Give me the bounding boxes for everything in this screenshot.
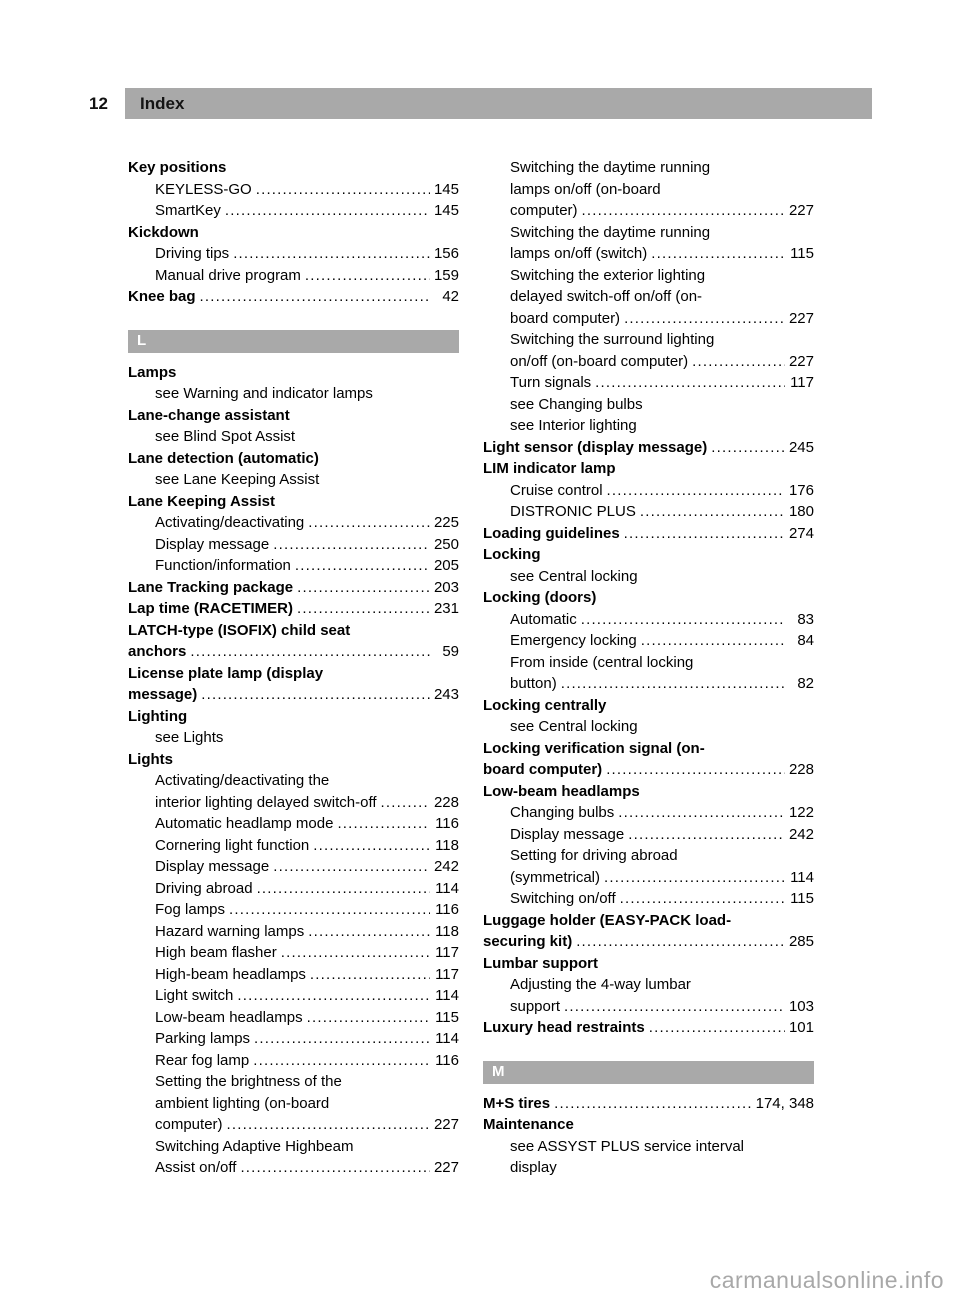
index-entry-line xyxy=(128,179,459,201)
index-term: High-beam headlamps xyxy=(155,965,306,983)
page-ref: 42 xyxy=(442,288,459,305)
index-term: Lights xyxy=(128,750,173,768)
index-entry-line xyxy=(483,544,814,566)
dot-leader xyxy=(381,792,430,814)
index-term: Lamps xyxy=(128,363,177,381)
index-term: lamps on/off (switch) xyxy=(510,245,648,262)
index-entry-line xyxy=(128,469,459,491)
index-term: see Central locking xyxy=(510,718,638,735)
index-entry-line xyxy=(128,749,459,771)
page-ref: 84 xyxy=(797,632,814,649)
index-entry-line xyxy=(483,1157,814,1179)
dot-leader xyxy=(554,1093,752,1115)
index-term: Lighting xyxy=(128,707,188,725)
index-entry-line xyxy=(483,910,814,932)
index-term: LIM indicator lamp xyxy=(483,460,616,477)
index-term: Activating/deactivating xyxy=(155,514,305,531)
index-term: Cruise control xyxy=(510,481,603,499)
dot-leader xyxy=(310,964,430,986)
dot-leader xyxy=(564,996,785,1018)
page-ref: 227 xyxy=(433,1159,459,1176)
page-ref: 245 xyxy=(788,438,814,456)
dot-leader xyxy=(651,243,785,265)
index-term: interior lighting delayed switch-off xyxy=(155,793,377,811)
page-ref: 116 xyxy=(435,815,459,832)
index-entry-line xyxy=(483,587,814,609)
index-term: support xyxy=(510,997,561,1015)
page-ref: 115 xyxy=(435,1008,459,1026)
index-term: Display message xyxy=(155,535,270,553)
index-entry-line xyxy=(128,512,459,534)
index-term: (symmetrical) xyxy=(510,868,600,886)
index-term: see Lane Keeping Assist xyxy=(155,471,320,488)
index-entry-line xyxy=(128,899,459,921)
index-entry-line xyxy=(128,286,459,308)
dot-leader xyxy=(273,534,430,556)
dot-leader xyxy=(237,985,430,1007)
dot-leader xyxy=(281,942,430,964)
index-term: button) xyxy=(510,675,557,692)
page-ref: 114 xyxy=(435,987,459,1004)
page-ref: 59 xyxy=(442,643,459,660)
page-ref: 101 xyxy=(788,1019,814,1036)
page-ref: 114 xyxy=(435,879,459,897)
index-entry-line xyxy=(483,458,814,480)
index-term: Adjusting the 4-way lumbar xyxy=(510,976,691,993)
index-entry-line xyxy=(128,265,459,287)
page-ref: 118 xyxy=(435,836,459,854)
index-term: see Interior lighting xyxy=(510,417,637,434)
index-term: Hazard warning lamps xyxy=(155,922,305,940)
dot-leader xyxy=(297,577,430,599)
index-entry-line xyxy=(483,695,814,717)
index-entry-line xyxy=(483,759,814,781)
index-term: Switching the daytime running xyxy=(510,223,711,241)
dot-leader xyxy=(308,921,430,943)
index-term: Turn signals xyxy=(510,374,592,391)
page-ref: 156 xyxy=(433,245,459,262)
index-entry-line xyxy=(128,942,459,964)
index-term: see ASSYST PLUS service interval xyxy=(510,1137,744,1155)
index-entry-line xyxy=(483,351,814,373)
index-term: Kickdown xyxy=(128,223,199,241)
index-entry-line xyxy=(483,243,814,265)
index-term: Automatic headlamp mode xyxy=(155,815,334,832)
dot-leader xyxy=(624,523,785,545)
index-term: lamps on/off (on-board xyxy=(510,180,661,198)
index-entry-line xyxy=(483,652,814,674)
index-entry-line xyxy=(128,222,459,244)
index-term: Loading guidelines xyxy=(483,524,620,542)
dot-leader xyxy=(253,1050,430,1072)
index-term: Switching on/off xyxy=(510,890,616,907)
dot-leader xyxy=(582,200,785,222)
index-entry-line xyxy=(483,372,814,394)
index-term: Display message xyxy=(155,858,270,875)
dot-leader xyxy=(225,200,430,222)
index-entry-line xyxy=(483,157,814,179)
index-entry-line xyxy=(483,630,814,652)
index-entry-line xyxy=(483,1136,814,1158)
index-entry-line xyxy=(128,835,459,857)
dot-leader xyxy=(561,673,785,695)
page-ref: 114 xyxy=(790,868,814,886)
index-term: Lap time (RACETIMER) xyxy=(128,600,293,617)
index-entry-line xyxy=(128,534,459,556)
index-entry-line xyxy=(128,555,459,577)
index-term: see Blind Spot Assist xyxy=(155,428,296,445)
index-term: computer) xyxy=(510,202,578,219)
index-entry-line xyxy=(483,480,814,502)
letter-section-header xyxy=(483,1061,814,1084)
index-entry-line xyxy=(128,727,459,749)
index-entry-line xyxy=(128,770,459,792)
page-ref: 118 xyxy=(435,922,459,940)
dot-leader xyxy=(297,598,430,620)
page-ref: 227 xyxy=(788,309,814,327)
index-term: Lumbar support xyxy=(483,954,598,972)
index-term: Locking verification signal (on- xyxy=(483,739,705,757)
index-term: Driving abroad xyxy=(155,879,253,897)
index-term: anchors xyxy=(128,643,187,660)
index-entry-line xyxy=(128,1114,459,1136)
index-term: Low-beam headlamps xyxy=(155,1008,303,1026)
index-entry-line xyxy=(483,1114,814,1136)
index-term: securing kit) xyxy=(483,933,573,950)
index-entry-line xyxy=(483,738,814,760)
index-term: Light sensor (display message) xyxy=(483,438,708,456)
index-entry-line xyxy=(483,824,814,846)
index-entry-line xyxy=(483,974,814,996)
dot-leader xyxy=(254,1028,430,1050)
index-term: Maintenance xyxy=(483,1116,574,1133)
index-entry-line xyxy=(128,157,459,179)
page-ref: 122 xyxy=(788,804,814,821)
page-ref: 205 xyxy=(433,557,459,574)
index-term: Locking centrally xyxy=(483,696,607,714)
dot-leader xyxy=(711,437,785,459)
page-ref: 227 xyxy=(788,352,814,370)
dot-leader xyxy=(240,1157,430,1179)
dot-leader xyxy=(641,630,785,652)
index-term: M+S tires xyxy=(483,1094,551,1112)
index-term: delayed switch-off on/off (on- xyxy=(510,288,703,305)
index-term: Driving tips xyxy=(155,245,230,262)
index-term: ambient lighting (on-board xyxy=(155,1094,330,1112)
index-term: message) xyxy=(128,686,198,703)
index-term: display xyxy=(510,1159,557,1176)
dot-leader xyxy=(233,243,430,265)
index-entry-line xyxy=(483,200,814,222)
dot-leader xyxy=(576,931,785,953)
index-term: board computer) xyxy=(483,761,603,778)
index-term: Cornering light function xyxy=(155,836,310,854)
index-term: Changing bulbs xyxy=(510,804,615,821)
dot-leader xyxy=(313,835,430,857)
page-ref: 114 xyxy=(435,1030,459,1047)
page-ref: 180 xyxy=(788,503,814,520)
dot-leader xyxy=(618,802,785,824)
index-entry-line xyxy=(128,1071,459,1093)
page-ref: 242 xyxy=(433,858,459,875)
page-ref: 82 xyxy=(797,675,814,692)
index-entry-line xyxy=(483,996,814,1018)
index-entry-line xyxy=(483,953,814,975)
index-term: Activating/deactivating the xyxy=(155,772,330,789)
index-entry-line xyxy=(128,1136,459,1158)
index-entry-line xyxy=(483,845,814,867)
index-term: High beam flasher xyxy=(155,944,277,961)
index-term: Locking xyxy=(483,546,541,563)
index-term: Function/information xyxy=(155,557,291,574)
index-term: License plate lamp (display xyxy=(128,664,324,682)
page-ref: 225 xyxy=(433,514,459,531)
index-entry-line xyxy=(483,716,814,738)
dot-leader xyxy=(200,286,430,308)
index-entry-line xyxy=(483,437,814,459)
index-term: Switching the daytime running xyxy=(510,159,711,176)
page-ref: 174, 348 xyxy=(755,1094,814,1112)
letter-section-header xyxy=(128,330,459,353)
index-term: Switching the exterior lighting xyxy=(510,266,706,284)
dot-leader xyxy=(308,512,430,534)
dot-leader xyxy=(229,899,430,921)
page-ref: 231 xyxy=(433,600,459,617)
page-ref: 250 xyxy=(433,535,459,553)
index-entry-line xyxy=(128,856,459,878)
page-ref: 115 xyxy=(790,890,814,907)
index-entry-line xyxy=(483,286,814,308)
page-ref: 103 xyxy=(788,997,814,1015)
page-ref: 116 xyxy=(435,901,459,918)
index-entry-line xyxy=(128,620,459,642)
dot-leader xyxy=(257,878,430,900)
dot-leader xyxy=(624,308,785,330)
page-ref: 228 xyxy=(433,793,459,811)
index-entry-line xyxy=(483,566,814,588)
index-entry-line xyxy=(483,781,814,803)
page-ref: 117 xyxy=(790,374,814,391)
index-term: KEYLESS-GO xyxy=(155,180,252,198)
index-entry-line xyxy=(128,383,459,405)
dot-leader xyxy=(604,867,785,889)
dot-leader xyxy=(201,684,430,706)
page-ref: 242 xyxy=(788,825,814,843)
dot-leader xyxy=(606,759,785,781)
index-entry-line xyxy=(128,706,459,728)
index-term: Lane Keeping Assist xyxy=(128,492,275,510)
index-term: Automatic xyxy=(510,610,577,628)
index-term: see Changing bulbs xyxy=(510,395,643,413)
index-entry-line xyxy=(128,426,459,448)
page-ref: 117 xyxy=(435,944,459,961)
index-entry-line xyxy=(128,921,459,943)
index-entry-line xyxy=(483,673,814,695)
index-term: Switching the surround lighting xyxy=(510,331,715,348)
page-ref: 228 xyxy=(788,761,814,778)
dot-leader xyxy=(256,179,430,201)
dot-leader xyxy=(295,555,430,577)
dot-leader xyxy=(581,609,785,631)
index-term: From inside (central locking xyxy=(510,653,694,671)
index-entry-line xyxy=(483,888,814,910)
letter-section-label: M xyxy=(492,1063,505,1081)
index-term: computer) xyxy=(155,1116,223,1133)
index-entry-line xyxy=(483,308,814,330)
index-entry-line xyxy=(483,1017,814,1039)
dot-leader xyxy=(337,813,430,835)
dot-leader xyxy=(227,1114,430,1136)
index-term: see Warning and indicator lamps xyxy=(155,385,373,402)
page-ref: 145 xyxy=(433,180,459,198)
index-entry-line xyxy=(483,867,814,889)
index-entry-line xyxy=(483,222,814,244)
index-term: Display message xyxy=(510,825,625,843)
index-entry-line xyxy=(483,179,814,201)
index-term: Setting the brightness of the xyxy=(155,1073,342,1090)
index-entry-line xyxy=(128,362,459,384)
page-ref: 117 xyxy=(435,965,459,983)
index-entry-line xyxy=(128,641,459,663)
dot-leader xyxy=(273,856,430,878)
index-term: Lane detection (automatic) xyxy=(128,449,319,467)
index-entry-line xyxy=(128,1050,459,1072)
index-term: Locking (doors) xyxy=(483,589,597,606)
index-term: Luggage holder (EASY-PACK load- xyxy=(483,911,732,929)
dot-leader xyxy=(190,641,430,663)
index-column-right xyxy=(483,157,814,1179)
index-entry-line xyxy=(128,1157,459,1179)
page-ref: 227 xyxy=(788,202,814,219)
page-ref: 285 xyxy=(788,933,814,950)
dot-leader xyxy=(628,824,785,846)
dot-leader xyxy=(307,1007,430,1029)
page-ref: 159 xyxy=(433,266,459,284)
index-term: Lane-change assistant xyxy=(128,406,290,424)
dot-leader xyxy=(649,1017,785,1039)
index-term: Parking lamps xyxy=(155,1030,251,1047)
index-term: Lane Tracking package xyxy=(128,578,294,596)
index-entry-line xyxy=(128,491,459,513)
index-entry-line xyxy=(483,1093,814,1115)
index-term: Assist on/off xyxy=(155,1159,237,1176)
index-entry-line xyxy=(483,609,814,631)
page-ref: 274 xyxy=(788,524,814,542)
watermark: carmanualsonline.info xyxy=(709,1267,944,1293)
index-column-left xyxy=(128,157,459,1179)
index-term: Manual drive program xyxy=(155,266,301,284)
index-term: Low-beam headlamps xyxy=(483,782,640,800)
index-entry-line xyxy=(128,577,459,599)
page-ref: 176 xyxy=(788,481,814,499)
index-entry-line xyxy=(128,985,459,1007)
page-ref: 227 xyxy=(433,1116,459,1133)
index-term: board computer) xyxy=(510,309,621,327)
index-entry-line xyxy=(128,448,459,470)
index-term: see Lights xyxy=(155,729,224,746)
index-entry-line xyxy=(128,200,459,222)
index-entry-line xyxy=(128,1028,459,1050)
index-term: Knee bag xyxy=(128,288,196,305)
index-term: SmartKey xyxy=(155,202,221,219)
header-bar xyxy=(125,88,872,119)
page-ref: 116 xyxy=(435,1051,459,1069)
index-entry-line xyxy=(128,405,459,427)
index-entry-line xyxy=(128,663,459,685)
index-entry-line xyxy=(483,931,814,953)
page-ref: 115 xyxy=(790,245,814,262)
index-entry-line xyxy=(483,394,814,416)
index-entry-line xyxy=(483,501,814,523)
dot-leader xyxy=(305,265,430,287)
letter-section-label: L xyxy=(137,332,147,350)
index-term: Rear fog lamp xyxy=(155,1051,250,1069)
dot-leader xyxy=(595,372,785,394)
page-ref: 145 xyxy=(433,202,459,219)
index-entry-line xyxy=(483,802,814,824)
index-term: DISTRONIC PLUS xyxy=(510,503,636,520)
index-entry-line xyxy=(483,523,814,545)
page-ref: 243 xyxy=(433,686,459,703)
index-entry-line xyxy=(128,598,459,620)
page-ref: 203 xyxy=(433,578,459,596)
index-entry-line xyxy=(128,1093,459,1115)
index-entry-line xyxy=(483,329,814,351)
index-entry-line xyxy=(128,813,459,835)
page-number: 12 xyxy=(89,94,108,113)
index-term: LATCH-type (ISOFIX) child seat xyxy=(128,621,351,639)
page-ref: 83 xyxy=(797,610,814,628)
index-term: Setting for driving abroad xyxy=(510,847,678,864)
index-entry-line xyxy=(128,1007,459,1029)
dot-leader xyxy=(607,480,785,502)
dot-leader xyxy=(692,351,785,373)
index-term: Key positions xyxy=(128,159,227,176)
index-entry-line xyxy=(128,792,459,814)
index-entry-line xyxy=(128,684,459,706)
index-term: Emergency locking xyxy=(510,632,637,649)
index-entry-line xyxy=(128,878,459,900)
index-term: Light switch xyxy=(155,987,234,1004)
index-entry-line xyxy=(128,964,459,986)
index-term: Switching Adaptive Highbeam xyxy=(155,1137,354,1155)
index-term: Fog lamps xyxy=(155,901,226,918)
dot-leader xyxy=(640,501,785,523)
page-title: Index xyxy=(140,93,185,113)
dot-leader xyxy=(620,888,785,910)
index-entry-line xyxy=(483,415,814,437)
index-entry-line xyxy=(128,243,459,265)
index-entry-line xyxy=(483,265,814,287)
index-term: see Central locking xyxy=(510,567,638,585)
index-term: on/off (on-board computer) xyxy=(510,352,689,370)
index-term: Luxury head restraints xyxy=(483,1019,645,1036)
